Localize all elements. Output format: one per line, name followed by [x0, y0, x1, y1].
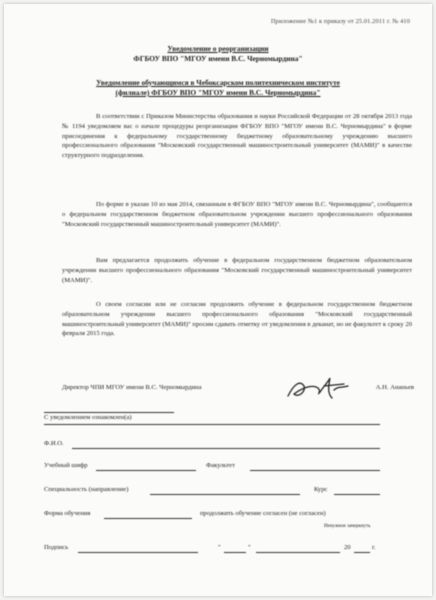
fio-field[interactable]: [72, 448, 380, 449]
faculty-field[interactable]: [250, 470, 380, 471]
document-page: [4, 4, 432, 596]
group-field[interactable]: [96, 470, 196, 471]
subtitle-line-2: (филиале) ФГБОУ ВПО "МГОУ имени В.С. Черномырдина": [115, 88, 321, 97]
faculty-label: Факультет: [206, 462, 235, 469]
divider-line: [44, 412, 174, 413]
fio-label: Ф.И.О.: [44, 440, 64, 447]
paragraph-3: Вам предлагается продолжить обучение в федеральном государственном бюджетном образовательном учреждении высшего профессионального образования "Московский государственный машиностроительный университет (МАМИ)".: [62, 257, 412, 284]
date-month-field[interactable]: [256, 552, 340, 553]
director-signature-row: [62, 376, 414, 404]
specialty-field[interactable]: [150, 494, 300, 495]
group-label: Учебный шифр: [44, 462, 88, 469]
date-quote-open: ": [218, 544, 221, 551]
acknowledgement-form: [44, 408, 414, 588]
title-line-2: ФГБОУ ВПО "МГОУ имени В.С. Черномырдина": [133, 54, 303, 63]
handwritten-signature: [284, 374, 354, 404]
study-form-field[interactable]: [104, 518, 192, 519]
notified-line[interactable]: [44, 424, 380, 425]
paragraph-2: По форме в указан 10 из мая 2014, связанным в ФГБОУ ВПО "МГОУ имени В.С. Черномырдина", сообщаются о федеральном государственном бюджетном образовательном учреждении высшего профессионального образования "Московский государственный машиностроительный университет (МАМИ)".: [62, 201, 412, 228]
date-year-suffix: г.: [372, 544, 376, 551]
specialty-label: Специальность (направление): [44, 486, 129, 493]
corner-reference: Приложение №1 к приказу от 25.01.2011 г. № 410: [270, 18, 410, 25]
director-title: Директор ЧПИ МГОУ имени В.С. Черномырдина: [62, 384, 202, 391]
study-form-label: Форма обучения: [44, 510, 91, 517]
signature-label: Подпись: [44, 544, 69, 551]
continue-consent-text: продолжить обучение согласен (не согласен): [200, 510, 326, 517]
date-year-field[interactable]: [354, 552, 370, 553]
date-day-field[interactable]: [224, 552, 246, 553]
director-name: А.Н. Ананьев: [375, 384, 414, 391]
course-label: Курс: [314, 486, 328, 493]
course-field[interactable]: [334, 494, 380, 495]
paragraph-1: В соответствии с Приказом Министерства образования и науки Российской Федерации от 28 октября 2013 года № 1194 уведомляем вас о начале процедуры реорганизации ФГБОУ ВПО "МГОУ имени В.С. Черномырдина" в форме присоединения к федеральному государственному бюджетному образовательному учреждению высшего профессионального образования "Московский государственный машиностроительный университет (МАМИ)" в качестве структурного подразделения.: [62, 113, 412, 160]
hint-text: Ненужное зачеркнуть: [324, 524, 371, 529]
date-quote-close: ": [248, 544, 251, 551]
date-year: 20: [344, 544, 351, 551]
signature-field[interactable]: [78, 552, 198, 553]
notified-label: С уведомлением ознакомлен(а): [44, 414, 132, 421]
subtitle-line-1: Уведомление обучающимся в Чебоксарском политехническом институте: [96, 78, 340, 87]
paragraph-4: О своем согласии или не согласии продолжить обучение в федеральном государственном бюджетном образовательном учреждении высшего профессионального образования "Московский государственный машиностроительный университет (МАМИ)" просим сдавать отметку от уведомления в деканат, но не факультет к сроку 20 февраля 2015 года.: [62, 301, 412, 338]
title-line-1: Уведомление о реорганизации: [167, 44, 269, 53]
